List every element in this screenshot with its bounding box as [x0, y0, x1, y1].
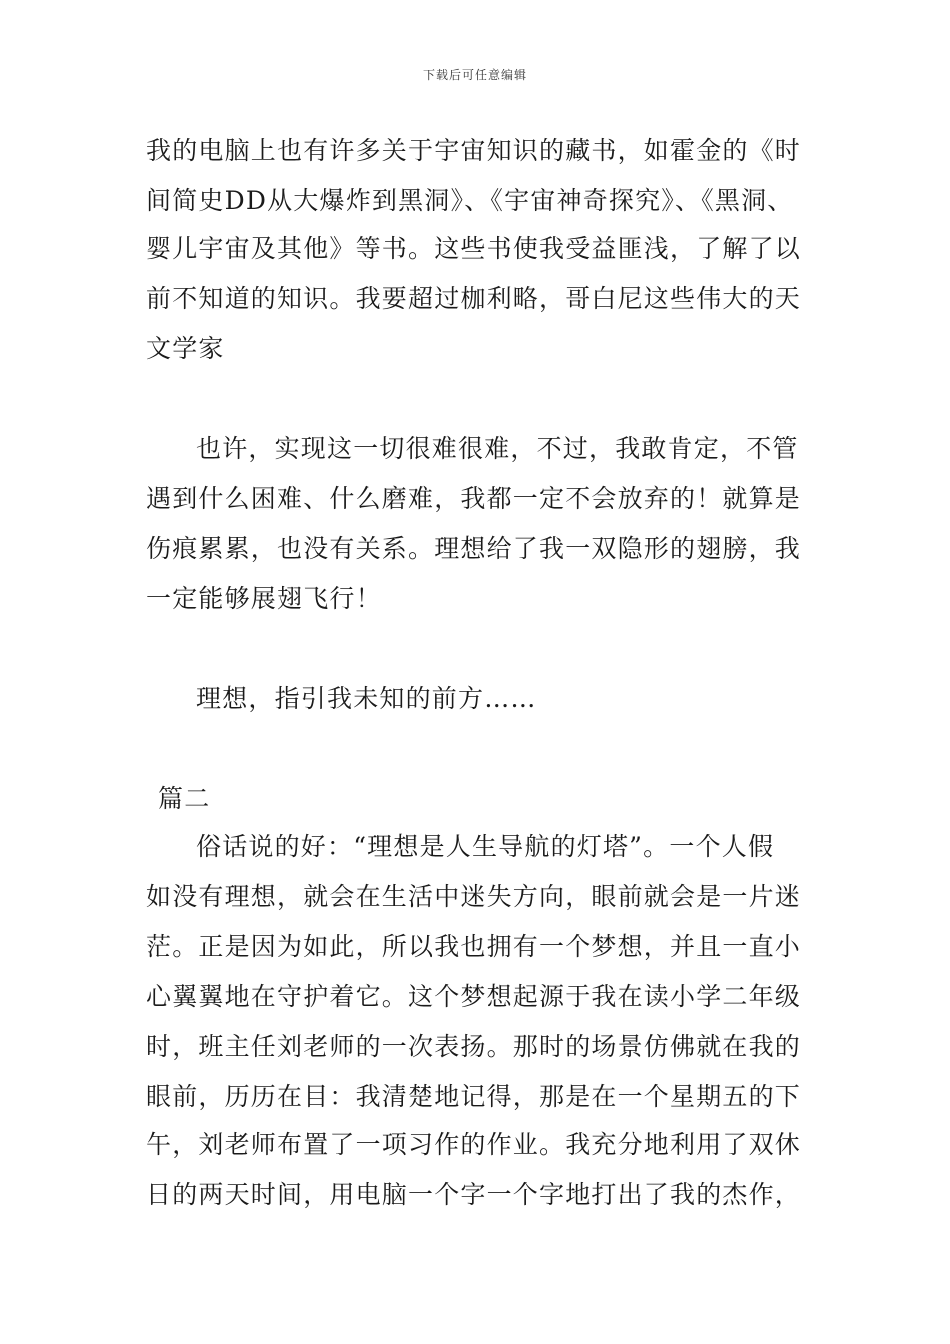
text-line: 一定能够展翅飞行！ — [146, 584, 382, 613]
text-line: 午，刘老师布置了一项习作的作业。我充分地利用了双休 — [146, 1130, 802, 1159]
page-header-note: 下载后可任意编辑 — [422, 68, 527, 82]
text-line: 遇到什么困难、什么磨难，我都一定不会放弃的！就算是 — [146, 484, 802, 513]
text-line: 俗话说的好：“理想是人生导航的灯塔”。一个人假 — [196, 832, 775, 861]
text-line: 理想，指引我未知的前方…… — [196, 684, 537, 713]
text-line: 间简史DD从大爆炸到黑洞》、《宇宙神奇探究》、《黑洞、 — [146, 186, 794, 215]
text-line: 时，班主任刘老师的一次表扬。那时的场景仿佛就在我的 — [146, 1032, 802, 1061]
text-line: 也许，实现这一切很难很难，不过，我敢肯定，不管 — [196, 434, 799, 463]
text-line: 前不知道的知识。我要超过枷利略，哥白尼这些伟大的天 — [146, 284, 802, 313]
text-line: 日的两天时间，用电脑一个字一个字地打出了我的杰作， — [146, 1180, 802, 1209]
text-line: 心翼翼地在守护着它。这个梦想起源于我在读小学二年级 — [146, 982, 802, 1011]
text-line: 婴儿宇宙及其他》等书。这些书使我受益匪浅，了解了以 — [146, 234, 802, 263]
text-line: 眼前，历历在目：我清楚地记得，那是在一个星期五的下 — [146, 1082, 802, 1111]
text-line: 如没有理想，就会在生活中迷失方向，眼前就会是一片迷 — [146, 882, 802, 911]
text-line: 文学家 — [146, 334, 225, 363]
text-line: 伤痕累累，也没有关系。理想给了我一双隐形的翅膀，我 — [146, 534, 802, 563]
section-title: 篇二 — [158, 784, 211, 813]
text-line: 我的电脑上也有许多关于宇宙知识的藏书，如霍金的《时 — [146, 136, 802, 165]
text-line: 茫。正是因为如此，所以我也拥有一个梦想，并且一直小 — [146, 932, 802, 961]
